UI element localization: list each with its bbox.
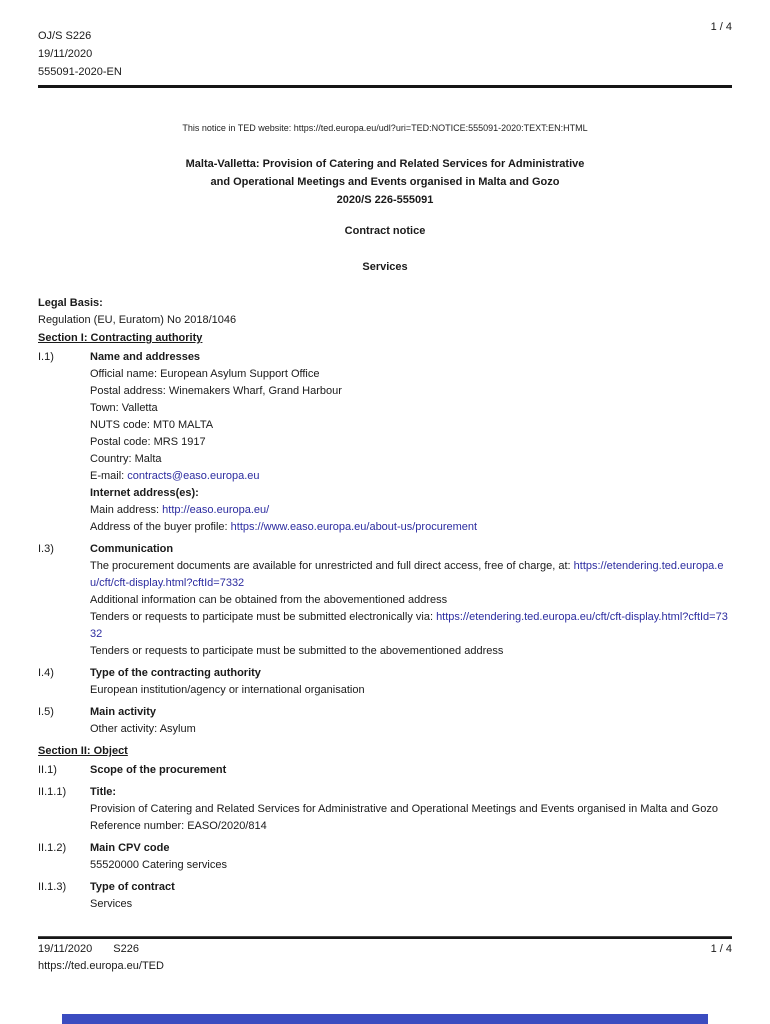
procurement-docs-link[interactable]: https://etendering.ted.europa.eu/cft/cft-display.html?cftId=7332 (90, 560, 724, 589)
tenders-submit-label: Tenders or requests to participate must be submitted electronically via: (90, 611, 437, 623)
header-doc-id: 555091-2020-EN (38, 66, 122, 78)
page-header (38, 0, 732, 81)
tenders-submit-link[interactable]: https://etendering.ted.europa.eu/cft/cft-display.html?cftId=7332 (90, 611, 728, 640)
buyer-profile-label: Address of the buyer profile: (90, 521, 231, 533)
buyer-profile-link[interactable]: https://www.easo.europa.eu/about-us/procurement (230, 521, 478, 533)
item-ii13-title: Type of contract (90, 881, 175, 893)
main-address-link[interactable]: http://easo.europa.eu/ (162, 504, 270, 516)
header-date: 19/11/2020 (38, 48, 93, 60)
item-ii11-id: II.1.1) (38, 786, 67, 798)
item-ii12-value: 55520000 Catering services (90, 859, 227, 871)
additional-info-line: Additional information can be obtained from the abovementioned address (90, 594, 448, 606)
item-i1-title: Name and addresses (90, 351, 201, 363)
item-ii13-value: Services (90, 898, 133, 910)
item-i4 (38, 665, 732, 699)
item-ii11-value: Provision of Catering and Related Services for Administrative and Operational Meetings and Events organised in Malta and Gozo (90, 803, 718, 815)
email-label: E-mail: (90, 470, 128, 482)
footer-series: S226 (113, 943, 139, 955)
footer-date: 19/11/2020 (38, 943, 93, 955)
official-name-line: Official name: European Asylum Support Office (90, 368, 320, 380)
item-ii1-title: Scope of the procurement (90, 764, 227, 776)
item-i5-value: Other activity: Asylum (90, 723, 196, 735)
legal-basis-label: Legal Basis: (38, 297, 103, 309)
item-i1-id: I.1) (38, 351, 54, 363)
item-ii1 (38, 762, 732, 779)
item-ii12-title: Main CPV code (90, 842, 170, 854)
document-body (0, 295, 770, 913)
item-ii12-id: II.1.2) (38, 842, 67, 854)
email-line (90, 468, 732, 485)
title-line-3: 2020/S 226-555091 (336, 194, 434, 206)
title-line-2: and Operational Meetings and Events organised in Malta and Gozo (210, 176, 560, 188)
item-i4-value: European institution/agency or international organisation (90, 684, 365, 696)
item-ii1-id: II.1) (38, 764, 57, 776)
item-i5 (38, 704, 732, 738)
item-ii11-title: Title: (90, 786, 117, 798)
item-i1 (38, 349, 732, 536)
item-ii13-id: II.1.3) (38, 881, 67, 893)
item-i4-id: I.4) (38, 667, 54, 679)
header-page-indicator: 1 / 4 (710, 21, 732, 33)
item-i3 (38, 541, 732, 660)
document-category: Services (362, 261, 408, 273)
header-journal: OJ/S S226 (38, 30, 92, 42)
footer-page-indicator: 1 / 4 (710, 943, 732, 955)
page-footer (38, 936, 732, 975)
bottom-accent-bar (62, 1014, 708, 1024)
footer-url: https://ted.europa.eu/TED (38, 960, 164, 972)
email-link[interactable]: contracts@easo.europa.eu (127, 470, 260, 482)
reference-number-line: Reference number: EASO/2020/814 (90, 820, 267, 832)
legal-basis-value: Regulation (EU, Euratom) No 2018/1046 (38, 314, 237, 326)
buyer-profile-line (90, 519, 732, 536)
procurement-docs-line (90, 558, 732, 592)
item-ii13 (38, 879, 732, 913)
procurement-docs-label: The procurement documents are available for unrestricted and full direct access, free of charge, at: (90, 560, 574, 572)
item-i3-id: I.3) (38, 543, 54, 555)
town-line: Town: Valletta (90, 402, 158, 414)
nuts-code-line: NUTS code: MT0 MALTA (90, 419, 214, 431)
main-address-line (90, 502, 732, 519)
internet-addresses-heading: Internet address(es): (90, 487, 199, 499)
item-ii12 (38, 840, 732, 874)
main-address-label: Main address: (90, 504, 163, 516)
footer-divider (38, 936, 732, 939)
document-title (38, 155, 732, 209)
item-i5-title: Main activity (90, 706, 157, 718)
document-type: Contract notice (344, 225, 426, 237)
tenders-submit-line (90, 609, 732, 643)
country-line: Country: Malta (90, 453, 162, 465)
ted-notice-line: This notice in TED website: https://ted.europa.eu/udl?uri=TED:NOTICE:555091-2020:TEXT:EN:HTML (182, 123, 588, 133)
item-ii11 (38, 784, 732, 835)
tenders-address-line: Tenders or requests to participate must be submitted to the abovementioned address (90, 645, 504, 657)
section-2-heading: Section II: Object (38, 745, 128, 757)
section-1-heading: Section I: Contracting authority (38, 332, 203, 344)
postal-code-line: Postal code: MRS 1917 (90, 436, 206, 448)
item-i5-id: I.5) (38, 706, 54, 718)
item-i3-title: Communication (90, 543, 174, 555)
postal-address-line: Postal address: Winemakers Wharf, Grand Harbour (90, 385, 342, 397)
title-line-1: Malta-Valletta: Provision of Catering and Related Services for Administrative (185, 158, 585, 170)
item-i4-title: Type of the contracting authority (90, 667, 261, 679)
header-divider (38, 85, 732, 88)
